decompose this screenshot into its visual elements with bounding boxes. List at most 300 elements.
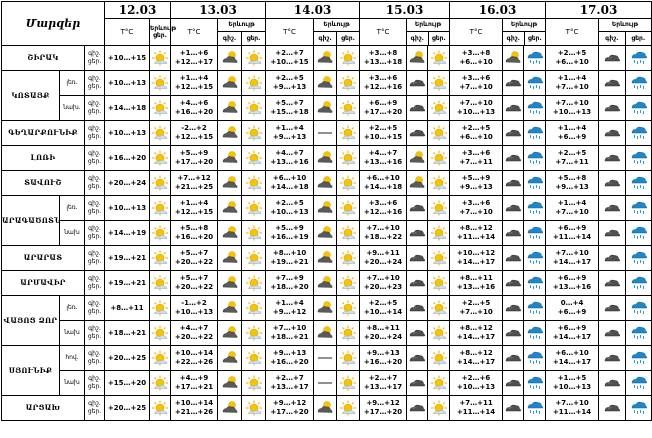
day-label: ցեր. [527, 35, 542, 42]
weather-icon-cell [626, 371, 652, 396]
night-temp: +9…+11 [366, 249, 400, 257]
weather-icon-cell [524, 296, 546, 321]
night-temp: +7…+10 [366, 224, 400, 232]
cloudy-icon [599, 50, 625, 66]
weather-icon-cell [218, 71, 242, 96]
day-label: ցեր. [87, 308, 102, 315]
phen-col-header [218, 19, 266, 46]
temperature-cell [360, 96, 407, 121]
date-header: 16.03 [450, 2, 546, 19]
partly-cloudy-icon [218, 325, 241, 341]
night-temp: +8…+12 [459, 324, 493, 332]
partly-cloudy-icon [407, 175, 427, 191]
partly-sunny-icon [428, 75, 449, 91]
night-temp: +7…+10 [555, 99, 589, 107]
weather-icon-cell [150, 296, 171, 321]
day-temp: +20…+22 [174, 333, 214, 341]
rain-icon [626, 400, 651, 416]
day-temp: +10…+13 [456, 108, 496, 116]
cloudy-icon [407, 275, 427, 291]
cloudy-icon [599, 150, 625, 166]
temperature-cell [105, 146, 150, 171]
partly-cloudy-icon [218, 100, 241, 116]
rain-icon [626, 225, 651, 241]
weather-icon-cell [242, 371, 266, 396]
sub-zone-label: հով. [60, 346, 85, 371]
day-label: ցեր. [87, 133, 102, 140]
partly-cloudy-icon [314, 50, 336, 66]
temperature-cell [171, 196, 218, 221]
weather-icon-cell [407, 146, 428, 171]
night-day-labels [85, 146, 105, 171]
temperature-cell [266, 146, 314, 171]
day-label: ցեր. [87, 358, 102, 365]
temperature-cell [105, 171, 150, 196]
partly-sunny-icon [337, 50, 359, 66]
weather-icon-cell [150, 46, 171, 71]
day-temp: +19…+21 [107, 253, 147, 262]
night-label: գիշ. [88, 275, 101, 282]
partly-sunny-icon [150, 375, 170, 391]
partly-cloudy-icon [218, 75, 241, 91]
night-day-labels [85, 96, 105, 121]
day-temp: +14…+17 [552, 358, 592, 366]
partly-cloudy-icon [314, 250, 336, 266]
weather-icon-cell [407, 96, 428, 121]
phen-label: Երևույթ [218, 19, 265, 32]
night-label: գիշ. [88, 300, 101, 307]
weather-icon-cell [599, 396, 626, 421]
day-label: ցեր. [87, 83, 102, 90]
partly-sunny-icon [242, 100, 265, 116]
temperature-cell [171, 296, 218, 321]
partly-sunny-icon [337, 350, 359, 366]
day-temp: +14…+17 [456, 358, 496, 366]
partly-sunny-icon [242, 325, 265, 341]
cloudy-icon [599, 275, 625, 291]
temperature-cell [105, 46, 150, 71]
partly-sunny-icon [428, 250, 449, 266]
day-temp: +18…+21 [107, 328, 147, 337]
weather-icon-cell [337, 146, 360, 171]
day-temp: +16…+20 [174, 233, 214, 241]
weather-icon-cell [428, 271, 450, 296]
partly-sunny-icon [242, 400, 265, 416]
partly-sunny-icon [428, 350, 449, 366]
cloudy-icon [599, 75, 625, 91]
weather-icon-cell [337, 221, 360, 246]
night-temp: +2…+5 [275, 199, 304, 207]
weather-icon-cell [626, 71, 652, 96]
temp-col-header: T°C [266, 19, 314, 46]
night-label: գիշ. [218, 32, 242, 45]
night-temp: +5…+8 [179, 224, 209, 232]
temp-col-header: T°C [171, 19, 218, 46]
day-temp: +20…+22 [174, 283, 214, 291]
weather-icon-cell [428, 346, 450, 371]
night-day-labels [85, 46, 105, 71]
weather-icon-cell [524, 246, 546, 271]
rain-icon [626, 200, 651, 216]
day-temp: +10…+13 [174, 308, 214, 316]
weather-icon-cell [218, 196, 242, 221]
cloudy-icon [503, 225, 523, 241]
weather-icon-cell [242, 196, 266, 221]
night-temp: +9…+13 [272, 349, 307, 357]
rain-icon [524, 125, 545, 141]
day-temp: +14…+17 [552, 258, 592, 266]
weather-icon-cell [428, 121, 450, 146]
rain-icon [524, 375, 545, 391]
night-temp: +2…+7 [368, 374, 398, 382]
partly-cloudy-icon [218, 300, 241, 316]
day-temp: +16…+20 [107, 153, 147, 162]
weather-icon-cell [407, 121, 428, 146]
temperature-cell [450, 296, 503, 321]
temperature-cell [266, 196, 314, 221]
day-label: ցեր. [631, 35, 646, 42]
day-temp: +12…+17 [174, 58, 214, 66]
cloudy-icon [407, 250, 427, 266]
cloudy-icon [503, 325, 523, 341]
day-temp: +7…+10 [459, 308, 493, 316]
weather-icon-cell [503, 371, 524, 396]
weather-icon-cell [337, 271, 360, 296]
temperature-cell [171, 96, 218, 121]
weather-icon-cell [150, 121, 171, 146]
weather-icon-cell [150, 146, 171, 171]
day-temp: +9…+13 [272, 133, 307, 141]
weather-icon-cell [428, 46, 450, 71]
cloudy-icon [503, 275, 523, 291]
weather-icon-cell [242, 271, 266, 296]
region-name: ԱՐՑԱԽ [2, 396, 85, 421]
night-label: գիշ. [88, 125, 101, 132]
night-label: գիշ. [88, 400, 101, 407]
day-temp: +18…+21 [270, 333, 309, 341]
partly-sunny-icon [428, 400, 449, 416]
weather-icon-cell [503, 96, 524, 121]
cloudy-icon [599, 375, 625, 391]
rain-icon [626, 100, 651, 116]
cloudy-icon [503, 200, 523, 216]
day-temp: +13…+17 [270, 383, 309, 391]
weather-icon-cell [503, 171, 524, 196]
partly-cloudy-icon [314, 100, 336, 116]
night-temp: +5…+7 [275, 99, 304, 107]
weather-icon-cell [503, 246, 524, 271]
weather-icon-cell [524, 196, 546, 221]
weather-icon-cell [314, 271, 337, 296]
temperature-cell [105, 221, 150, 246]
day-temp: +13…+18 [363, 58, 403, 66]
partly-sunny-icon [428, 175, 449, 191]
weather-icon-cell [242, 96, 266, 121]
rain-icon [524, 50, 545, 66]
phen-label: Երևույթ [599, 19, 651, 32]
day-temp: +17…+21 [174, 383, 214, 391]
weather-icon-cell [150, 196, 171, 221]
weather-icon-cell [503, 196, 524, 221]
rain-icon [524, 250, 545, 266]
weather-icon-cell [503, 46, 524, 71]
day-temp: +12…+15 [174, 208, 214, 216]
region-name: ԱՐԱՐԱՏ [2, 246, 85, 271]
night-label: գիշ. [314, 32, 337, 45]
temperature-cell [266, 271, 314, 296]
weather-icon-cell [599, 171, 626, 196]
partly-sunny-icon [242, 350, 265, 366]
weather-icon-cell [314, 71, 337, 96]
temperature-cell [450, 196, 503, 221]
cloudy-icon [599, 100, 625, 116]
weather-icon-cell [337, 121, 360, 146]
cloudy-icon [503, 100, 523, 116]
day-label: ցեր. [87, 333, 102, 340]
night-temp: +2…+6 [461, 374, 491, 382]
night-temp: +8…+12 [459, 349, 493, 357]
partly-sunny-icon [337, 100, 359, 116]
cloudy-icon [599, 350, 625, 366]
weather-icon-cell [218, 371, 242, 396]
night-temp: +9…+12 [366, 399, 400, 407]
weather-icon-cell [428, 221, 450, 246]
weather-icon-cell [337, 46, 360, 71]
temperature-cell [360, 171, 407, 196]
day-temp: +7…+10 [459, 83, 493, 91]
phen-col-header [599, 19, 652, 46]
partly-cloudy-icon [218, 250, 241, 266]
day-temp: +14…+18 [363, 183, 403, 191]
partly-sunny-icon [242, 375, 265, 391]
day-temp: +19…+21 [107, 278, 147, 287]
rain-icon [524, 200, 545, 216]
night-label: գիշ. [88, 325, 101, 332]
night-day-labels [85, 196, 105, 221]
day-temp: +10…+13 [552, 108, 592, 116]
temperature-cell [360, 296, 407, 321]
weather-icon-cell [503, 146, 524, 171]
weather-icon-cell [314, 296, 337, 321]
weather-icon-cell [626, 221, 652, 246]
cloudy-icon [407, 300, 427, 316]
date-header: 13.03 [171, 2, 266, 19]
region-name: ԼՈՌԻ [2, 146, 85, 171]
weather-icon-cell [314, 321, 337, 346]
night-temp: +2…+7 [275, 49, 304, 57]
cloudy-icon [503, 300, 523, 316]
rain-icon [524, 325, 545, 341]
partly-cloudy-icon [218, 350, 241, 366]
day-temp: +16…+19 [270, 233, 309, 241]
weather-icon-cell [524, 396, 546, 421]
night-temp: +7…+9 [275, 274, 304, 282]
night-temp: +4…+9 [179, 374, 209, 382]
day-temp: +14…+18 [270, 183, 309, 191]
day-temp: +10…+13 [107, 128, 147, 137]
partly-cloudy-icon [314, 400, 336, 416]
night-temp: +10…+14 [174, 349, 214, 357]
night-temp: +8…+11 [459, 274, 493, 282]
temperature-cell [171, 46, 218, 71]
day-temp: +11…+14 [552, 408, 592, 416]
night-temp: +8…+11 [366, 324, 400, 332]
night-temp: +3…+6 [368, 74, 398, 82]
night-temp: +5…+9 [179, 149, 209, 157]
temperature-cell [266, 321, 314, 346]
weather-icon-cell [626, 346, 652, 371]
day-temp: +8…+11 [110, 303, 144, 312]
weather-icon-cell [428, 196, 450, 221]
partly-sunny-icon [337, 250, 359, 266]
day-label: ցեր. [87, 233, 102, 240]
weather-icon-cell [626, 396, 652, 421]
day-temp: +18…+22 [363, 233, 403, 241]
night-temp: +6…+10 [555, 349, 589, 357]
night-temp: +3…+8 [461, 49, 491, 57]
night-temp: -1…+2 [181, 299, 207, 307]
weather-icon-cell [503, 321, 524, 346]
partly-sunny-icon [428, 275, 449, 291]
partly-sunny-icon [150, 75, 170, 91]
weather-icon-cell [218, 346, 242, 371]
sub-zone-label: նախ. [60, 96, 85, 121]
partly-sunny-icon [337, 375, 359, 391]
night-label: գիշ. [88, 175, 101, 182]
weather-icon-cell [626, 121, 652, 146]
night-day-labels [85, 121, 105, 146]
day-temp: +17…+20 [174, 158, 214, 166]
rain-icon [626, 125, 651, 141]
date-header: 14.03 [266, 2, 360, 19]
temperature-cell [266, 71, 314, 96]
rain-icon [626, 275, 651, 291]
partly-sunny-icon [242, 250, 265, 266]
night-temp: +9…+12 [272, 399, 307, 407]
day-temp: +7…+11 [555, 158, 589, 166]
temp-col-header: T°C [450, 19, 503, 46]
region-name: ԱՐԱԳԱԾՈՏՆ [2, 196, 60, 246]
weather-icon-cell [150, 371, 171, 396]
sub-zone-label: նախ [60, 321, 85, 346]
weather-icon-cell [218, 96, 242, 121]
temperature-cell [546, 146, 599, 171]
weather-icon-cell [242, 46, 266, 71]
temperature-cell [546, 71, 599, 96]
cloudy-icon [599, 325, 625, 341]
temp-col-header: T°C [360, 19, 407, 46]
day-label: ցեր. [87, 283, 102, 290]
weather-icon-cell [314, 396, 337, 421]
weather-icon-cell [337, 96, 360, 121]
temperature-cell [171, 321, 218, 346]
weather-icon-cell [524, 321, 546, 346]
weather-icon-cell [599, 246, 626, 271]
weather-icon-cell [218, 171, 242, 196]
temp-col-header: T°C [546, 19, 599, 46]
day-temp: +10…+13 [107, 203, 147, 212]
night-temp: +2…+5 [557, 149, 587, 157]
temperature-cell [546, 221, 599, 246]
weather-icon-cell [599, 71, 626, 96]
weather-icon-cell [503, 271, 524, 296]
phen-label: Երևույթ [503, 19, 545, 32]
weather-icon-cell [599, 321, 626, 346]
day-temp: +11…+14 [552, 233, 592, 241]
weather-icon-cell [407, 396, 428, 421]
day-temp: +10…+14 [363, 308, 403, 316]
partly-cloudy-icon [218, 225, 241, 241]
rain-icon [524, 275, 545, 291]
partly-cloudy-icon [218, 175, 241, 191]
night-temp: +5…+7 [179, 249, 209, 257]
night-temp: +4…+7 [368, 149, 398, 157]
partly-sunny-icon [428, 325, 449, 341]
regions-header: Մարզեր [2, 2, 105, 46]
weather-icon-cell [337, 171, 360, 196]
temperature-cell [450, 321, 503, 346]
night-temp: +2…+5 [368, 299, 398, 307]
weather-icon-cell [428, 396, 450, 421]
day-temp: +9…+13 [555, 183, 589, 191]
weather-icon-cell [407, 321, 428, 346]
day-temp: +6…+9 [557, 133, 587, 141]
partly-sunny-icon [337, 300, 359, 316]
weather-icon-cell [242, 246, 266, 271]
weather-icon-cell [599, 46, 626, 71]
temperature-cell [360, 121, 407, 146]
weather-icon-cell [599, 196, 626, 221]
weather-icon-cell [314, 96, 337, 121]
temperature-cell [546, 296, 599, 321]
day-temp: +6…+10 [459, 133, 493, 141]
day-temp: +9…+12 [272, 308, 307, 316]
night-label: գիշ. [407, 32, 429, 45]
partly-sunny-icon [242, 200, 265, 216]
temperature-cell [546, 396, 599, 421]
weather-icon-cell [626, 96, 652, 121]
rain-icon [524, 100, 545, 116]
night-day-labels [85, 296, 105, 321]
weather-icon-cell [407, 371, 428, 396]
night-temp: +7…+11 [459, 399, 493, 407]
day-temp: +10…+15 [107, 53, 147, 62]
night-label: գիշ. [88, 75, 101, 82]
partly-sunny-icon [150, 175, 170, 191]
day-temp: +18…+20 [270, 283, 309, 291]
partly-sunny-icon [242, 275, 265, 291]
temperature-cell [450, 96, 503, 121]
night-temp: +2…+5 [368, 124, 398, 132]
partly-sunny-icon [242, 175, 265, 191]
day-temp: +21…+26 [174, 408, 214, 416]
temp-col-header: T°C [105, 19, 150, 46]
day-temp: +16…+20 [174, 108, 214, 116]
rain-icon [626, 325, 651, 341]
night-label: գիշ. [88, 250, 101, 257]
night-temp: +1…+4 [179, 199, 209, 207]
day-temp: +20…+24 [107, 178, 147, 187]
day-temp: +13…+16 [552, 283, 592, 291]
partly-sunny-icon [242, 225, 265, 241]
day-temp: +14…+17 [456, 258, 496, 266]
temperature-cell [546, 371, 599, 396]
region-name: ԿՈՏԱՅՔ [2, 71, 60, 121]
day-label: ցեր. [87, 258, 102, 265]
day-label: ցեր. [87, 383, 102, 390]
weather-icon-cell [150, 346, 171, 371]
night-temp: +1…+4 [557, 74, 587, 82]
